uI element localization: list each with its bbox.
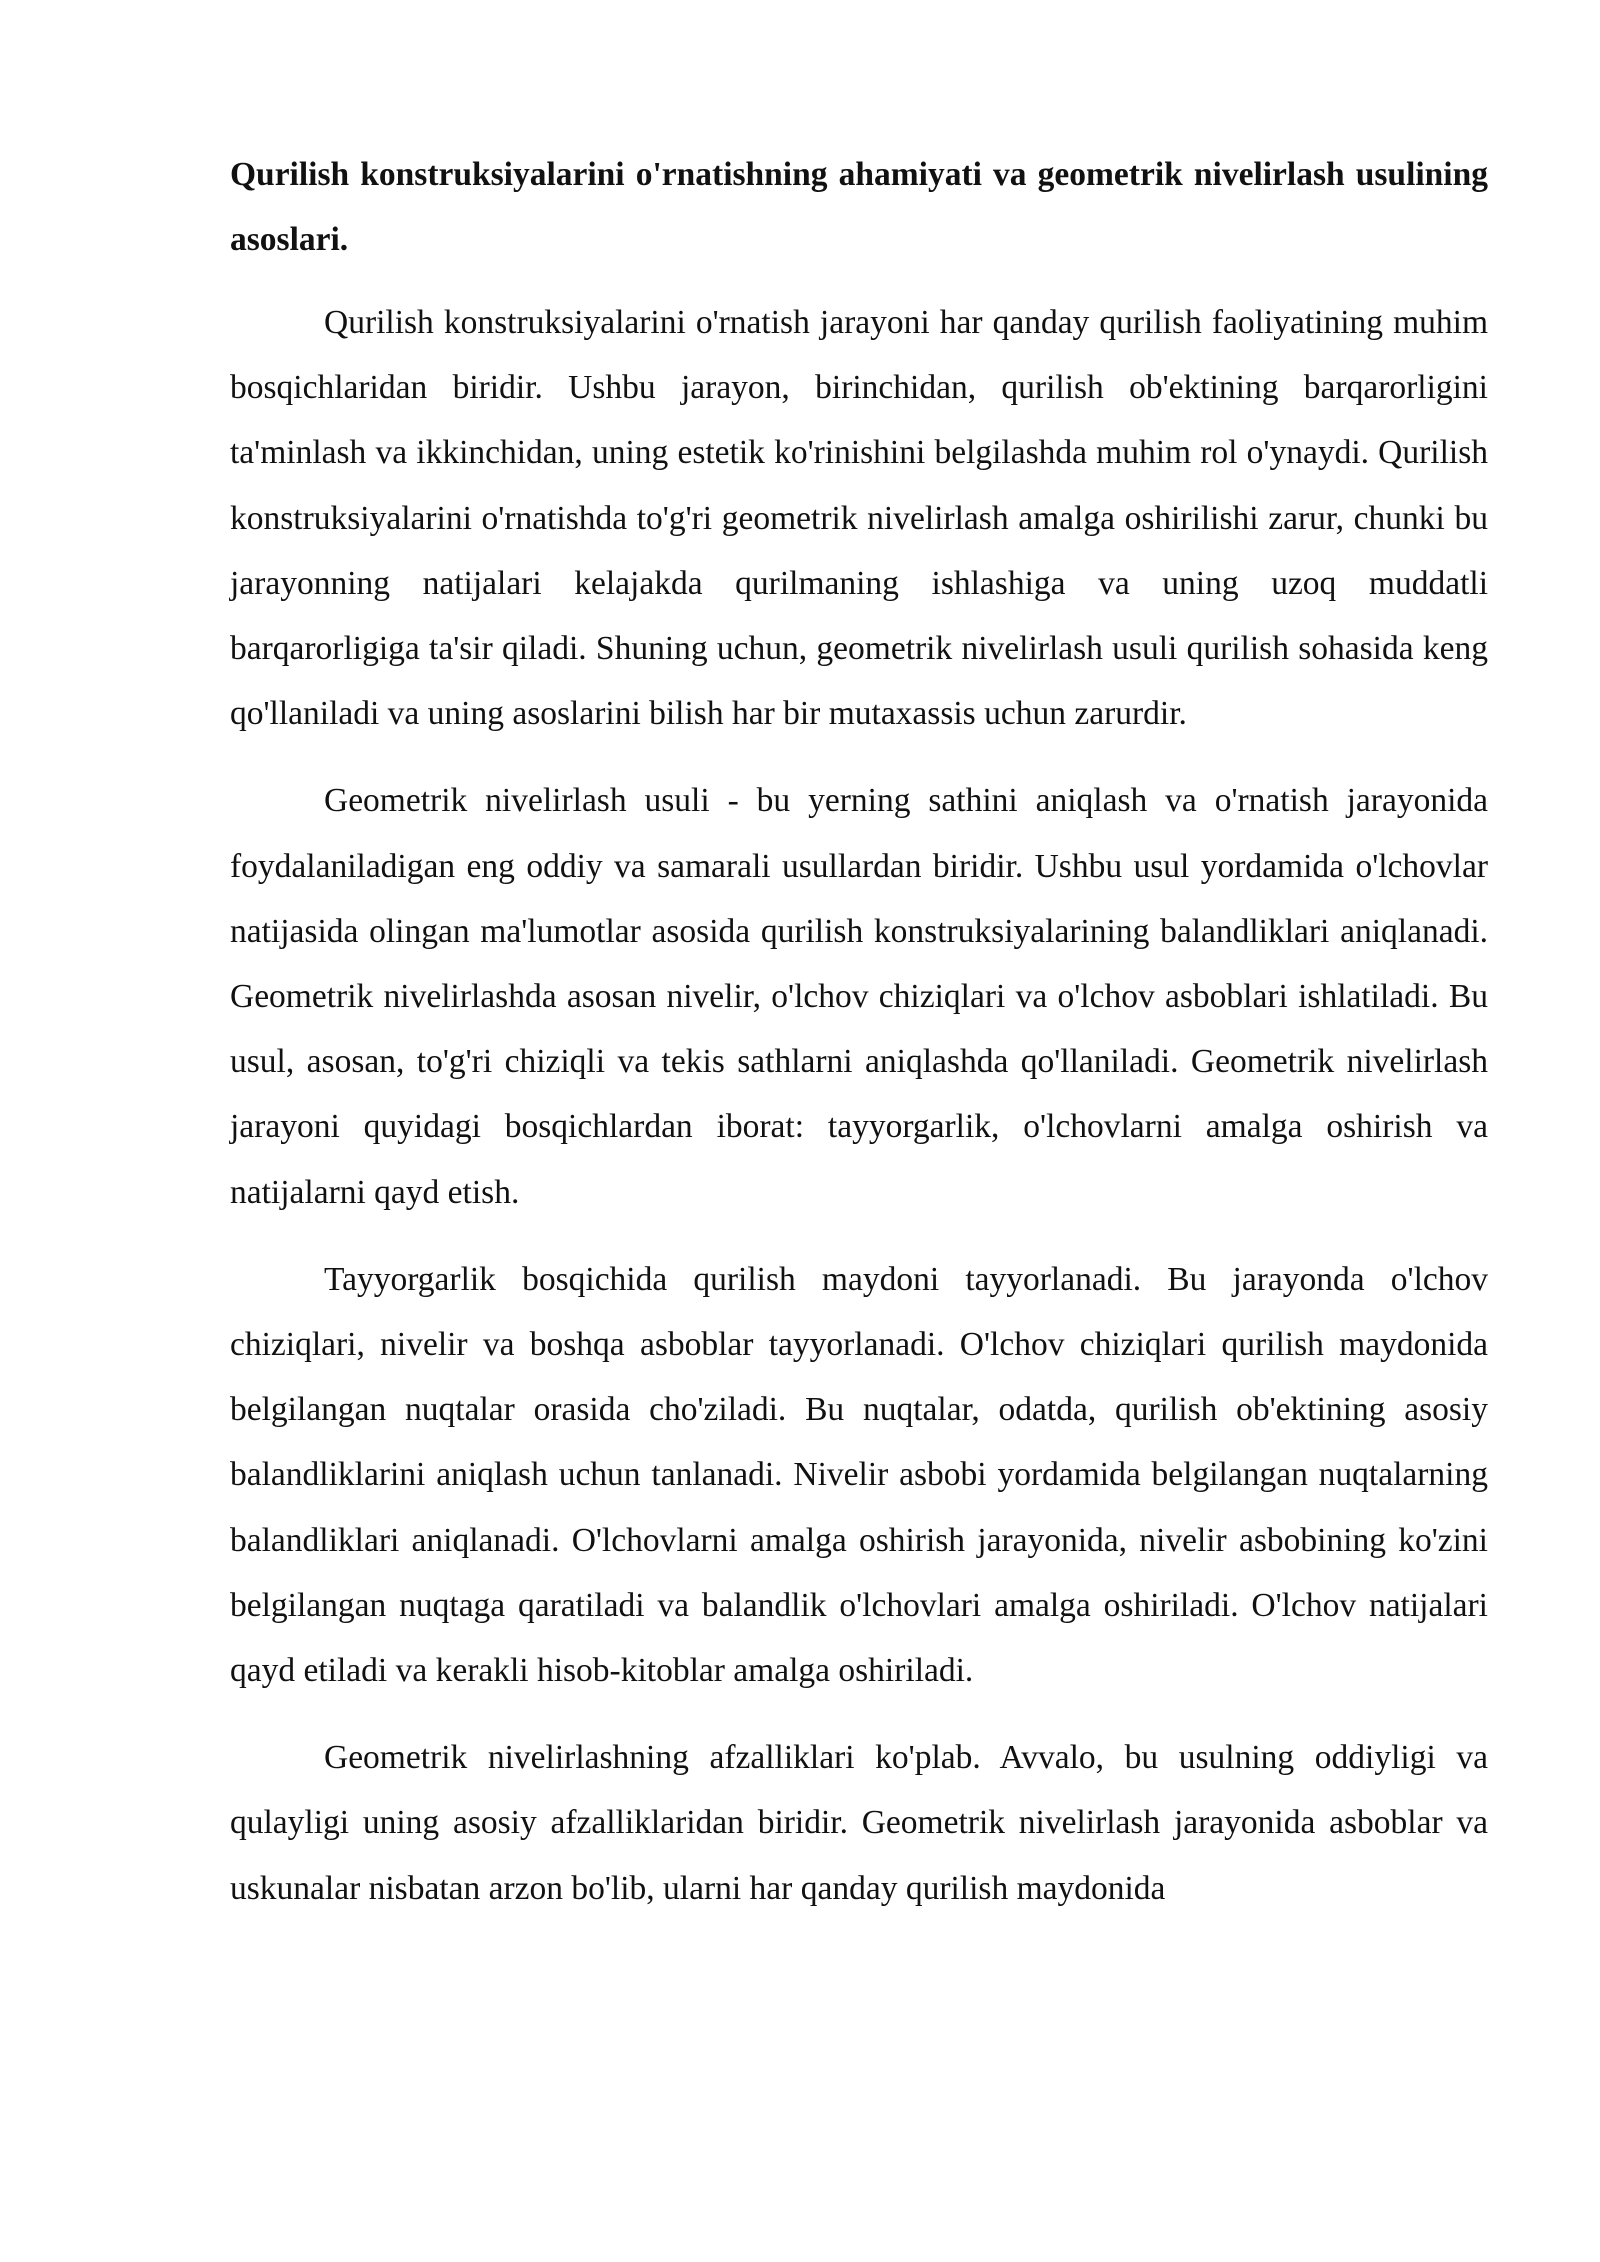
paragraph-3: Tayyorgarlik bosqichida qurilish maydoni tayyorlanadi. Bu jarayonda o'lchov chiziqlari, nivelir va boshqa asboblar tayyorlanadi. O'lchov chiziqlari qurilish maydonida belgilangan nuqtalar orasida cho'ziladi. Bu nuqtalar, odatda, qurilish ob'ektining asosiy balandliklarini aniqlash uchun tanlanadi. Nivelir asbobi yordamida belgilangan nuqtalarning balandliklari aniqlanadi. O'lchovlarni amalga oshirish jarayonida, nivelir asbobining ko'zini belgilangan nuqtaga qaratiladi va balandlik o'lchovlari amalga oshiriladi. O'lchov natijalari qayd etiladi va kerakli hisob-kitoblar amalga oshiriladi.	[230, 1260, 1488, 1690]
document-title: Qurilish konstruksiyalarini o'rnatishning ahamiyati va geometrik nivelirlash usulining asoslari.	[230, 156, 1488, 258]
paragraph-1: Qurilish konstruksiyalarini o'rnatish jarayoni har qanday qurilish faoliyatining muhim bosqichlaridan biridir. Ushbu jarayon, birinchidan, qurilish ob'ektining barqarorligini ta'minlash va ikkinchidan, uning estetik ko'rinishini belgilashda muhim rol o'ynaydi. Qurilish konstruksiyalarini o'rnatishda to'g'ri geometrik nivelirlash amalga oshirilishi zarur, chunki bu jarayonning natijalari kelajakda qurilmaning ishlashiga va uning uzoq muddatli barqarorligiga ta'sir qiladi. Shuning uchun, geometrik nivelirlash usuli qurilish sohasida keng qo'llaniladi va uning asoslarini bilish har bir mutaxassis uchun zarurdir.	[230, 304, 1488, 733]
paragraph-2: Geometrik nivelirlash usuli - bu yerning sathini aniqlash va o'rnatish jarayonida foydalaniladigan eng oddiy va samarali usullardan biridir. Ushbu usul yordamida o'lchovlar natijasida olingan ma'lumotlar asosida qurilish konstruksiyalarining balandliklari aniqlanadi. Geometrik nivelirlashda asosan nivelir, o'lchov chiziqlari va o'lchov asboblari ishlatiladi. Bu usul, asosan, to'g'ri chiziqli va tekis sathlarni aniqlashda qo'llaniladi. Geometrik nivelirlash jarayoni quyidagi bosqichlardan iborat: tayyorgarlik, o'lchovlarni amalga oshirish va natijalarni qayd etish.	[230, 782, 1488, 1211]
paragraph-4: Geometrik nivelirlashning afzalliklari ko'plab. Avvalo, bu usulning oddiyligi va qulayligi uning asosiy afzalliklaridan biridir. Geometrik nivelirlash jarayonida asboblar va uskunalar nisbatan arzon bo'lib, ularni har qanday qurilish maydonida	[230, 1739, 1488, 1907]
document-page	[230, 142, 1488, 1943]
